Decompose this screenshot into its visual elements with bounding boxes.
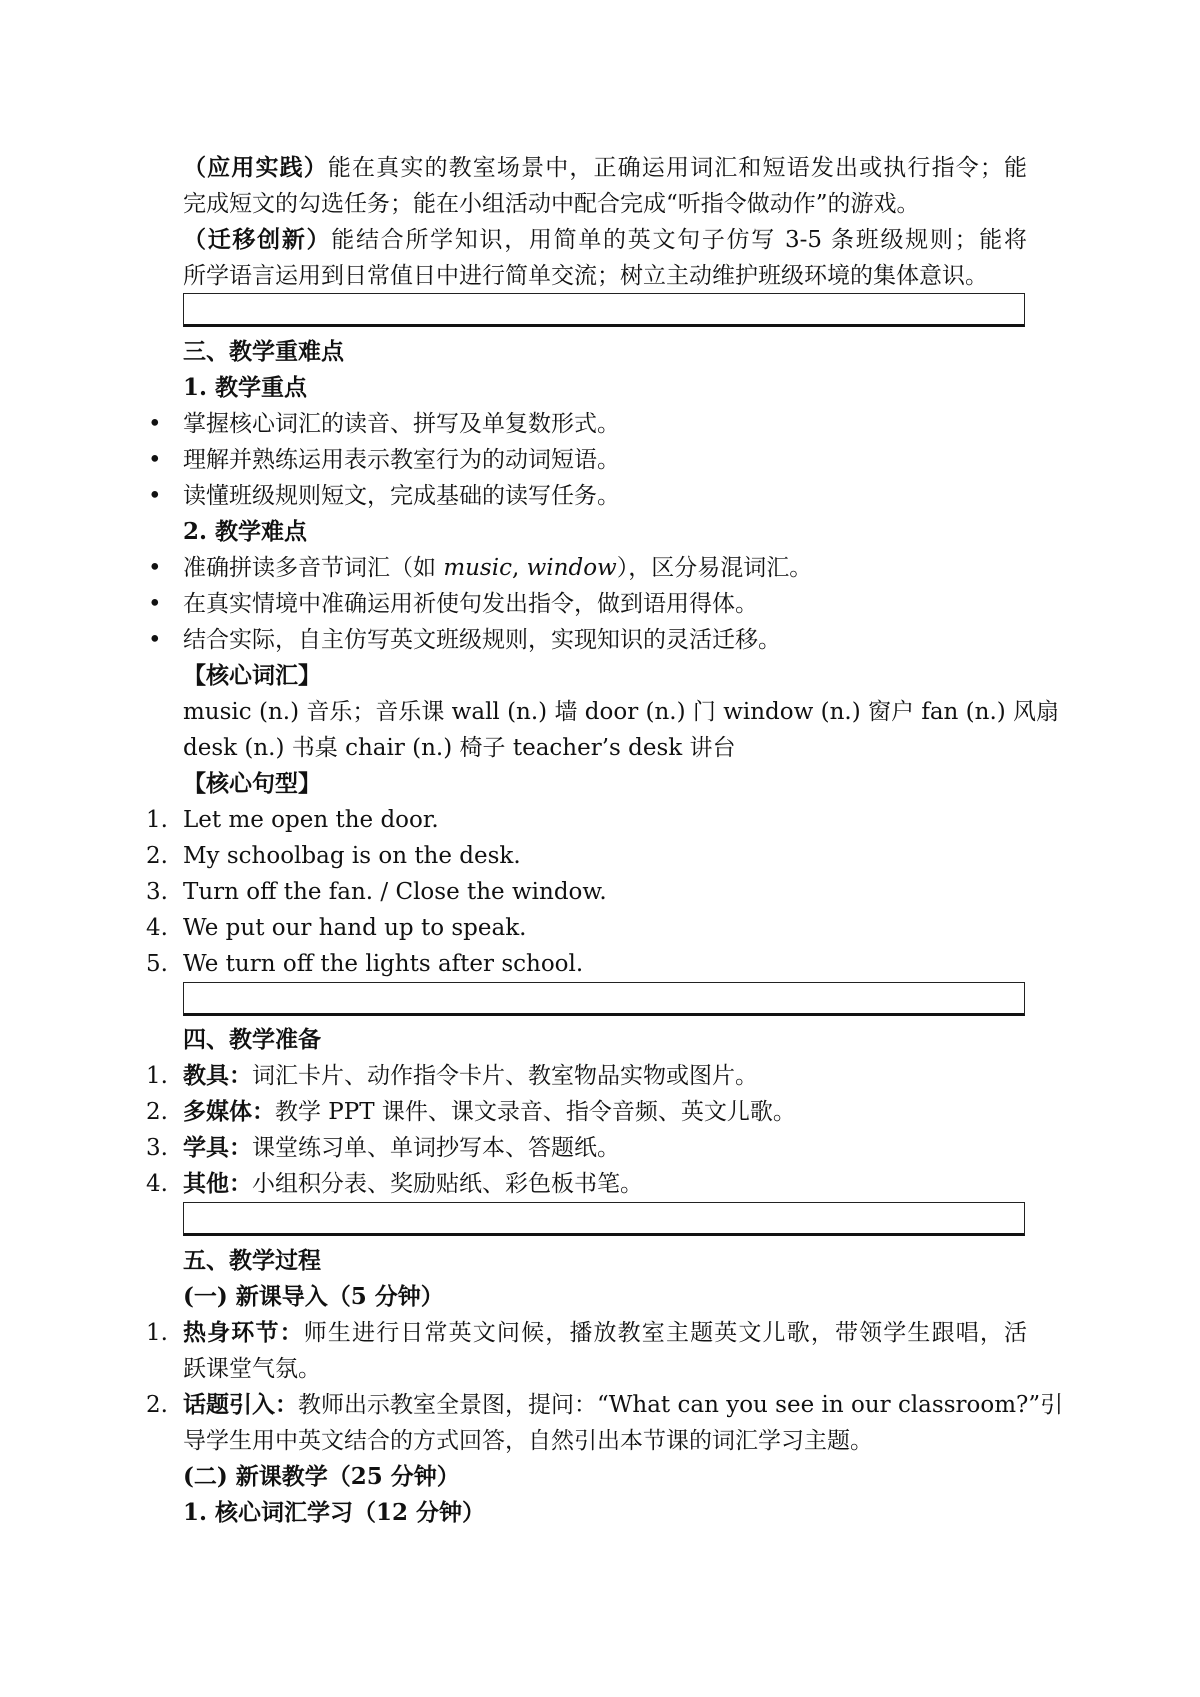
core-sentence-item: We put our hand up to speak. (183, 915, 527, 941)
list-number: 4. (146, 1171, 168, 1197)
objective-transfer-text-1: 能结合所学知识，用简单的英文句子仿写 3-5 条班级规则；能将 (331, 227, 1027, 253)
prep-item (183, 1166, 1027, 1202)
list-number: 3. (146, 1135, 168, 1161)
step1-line-2: 跃课堂气氛。 (183, 1356, 321, 1382)
objective-transfer-label: （迁移创新） (183, 226, 332, 253)
core-sentence-title: 【核心句型】 (183, 770, 321, 797)
core-sentence-item: My schoolbag is on the desk. (183, 843, 521, 869)
section-divider-box (183, 982, 1025, 1016)
step2-line-2: 导学生用中英文结合的方式回答，自然引出本节课的词汇学习主题。 (183, 1428, 873, 1454)
difficult-point-text: ），区分易混词汇。 (616, 555, 813, 581)
list-number: 1. (146, 1320, 168, 1346)
objective-application-text-1: 能在真实的教室场景中，正确运用词汇和短语发出或执行指令；能 (327, 155, 1028, 181)
list-number: 3. (146, 879, 168, 905)
key-point-item: 理解并熟练运用表示教室行为的动词短语。 (183, 447, 620, 473)
prep-item-text: 教学 PPT 课件、课文录音、指令音频、英文儿歌。 (275, 1099, 796, 1125)
prep-item-label: 多媒体： (183, 1098, 275, 1125)
key-point-item: 读懂班级规则短文，完成基础的读写任务。 (183, 483, 620, 509)
section-divider-box (183, 293, 1025, 327)
step2-text: 教师出示教室全景图，提问：“What can you see in our classroom?”引 (298, 1392, 1064, 1418)
prep-item-label: 教具： (183, 1062, 252, 1089)
list-number: 5. (146, 951, 168, 977)
prep-item-text: 小组积分表、奖励贴纸、彩色板书笔。 (252, 1171, 643, 1197)
difficult-points-title: 2. 教学难点 (183, 518, 308, 545)
bullet-icon: • (148, 591, 162, 617)
part1-title: (一) 新课导入（5 分钟） (183, 1283, 444, 1310)
section3-title: 三、教学重难点 (183, 338, 344, 365)
example-word: music (443, 555, 512, 581)
list-number: 1. (146, 807, 168, 833)
prep-item-text: 课堂练习单、单词抄写本、答题纸。 (252, 1135, 620, 1161)
list-number: 2. (146, 1099, 168, 1125)
objective-application-label: （应用实践） (183, 154, 328, 181)
core-sentence-item: Let me open the door. (183, 807, 439, 833)
subsection1-title: 1. 核心词汇学习（12 分钟） (183, 1499, 486, 1526)
part2-title: (二) 新课教学（25 分钟） (183, 1463, 460, 1490)
bullet-icon: • (148, 555, 162, 581)
step1-label: 热身环节： (183, 1319, 304, 1346)
separator: , (511, 555, 527, 581)
core-vocab-title: 【核心词汇】 (183, 662, 321, 689)
bullet-icon: • (148, 627, 162, 653)
objective-application-line-2: 完成短文的勾选任务；能在小组活动中配合完成“听指令做动作”的游戏。 (183, 191, 920, 217)
prep-item-label: 学具： (183, 1134, 252, 1161)
objective-application-line-1 (183, 150, 1027, 186)
core-sentence-item: Turn off the fan. / Close the window. (183, 879, 607, 905)
example-word: window (526, 555, 617, 581)
step1-text: 师生进行日常英文问候，播放教室主题英文儿歌，带领学生跟唱，活 (303, 1320, 1028, 1346)
section-divider-box (183, 1202, 1025, 1236)
objective-transfer-line-2: 所学语言运用到日常值日中进行简单交流；树立主动维护班级环境的集体意识。 (183, 263, 988, 289)
list-number: 4. (146, 915, 168, 941)
list-number: 2. (146, 843, 168, 869)
prep-item-text: 词汇卡片、动作指令卡片、教室物品实物或图片。 (252, 1063, 758, 1089)
bullet-icon: • (148, 447, 162, 473)
prep-item (183, 1058, 1027, 1094)
prep-item (183, 1130, 1027, 1166)
step2-label: 话题引入： (183, 1391, 298, 1418)
difficult-point-item: 结合实际，自主仿写英文班级规则，实现知识的灵活迁移。 (183, 627, 781, 653)
key-point-item: 掌握核心词汇的读音、拼写及单复数形式。 (183, 411, 620, 437)
objective-transfer-line-1 (183, 222, 1027, 258)
difficult-point-text: 准确拼读多音节词汇（如 (183, 555, 444, 581)
core-vocab-line-1: music (n.) 音乐；音乐课 wall (n.) 墙 door (n.) 门 window (n.) 窗户 fan (n.) 风扇 (183, 699, 1060, 725)
section5-title: 五、教学过程 (183, 1247, 321, 1274)
section4-title: 四、教学准备 (183, 1026, 321, 1053)
difficult-point-item: 在真实情境中准确运用祈使句发出指令，做到语用得体。 (183, 591, 758, 617)
bullet-icon: • (148, 483, 162, 509)
step2-line-1 (183, 1387, 1064, 1423)
core-sentence-item: We turn off the lights after school. (183, 951, 584, 977)
list-number: 1. (146, 1063, 168, 1089)
prep-item-label: 其他： (183, 1170, 252, 1197)
prep-item (183, 1094, 1027, 1130)
key-points-title: 1. 教学重点 (183, 374, 308, 401)
core-vocab-line-2: desk (n.) 书桌 chair (n.) 椅子 teacher’s desk 讲台 (183, 735, 736, 761)
bullet-icon: • (148, 411, 162, 437)
step1-line-1 (183, 1315, 1027, 1351)
list-number: 2. (146, 1392, 168, 1418)
difficult-point-item (183, 550, 1027, 586)
